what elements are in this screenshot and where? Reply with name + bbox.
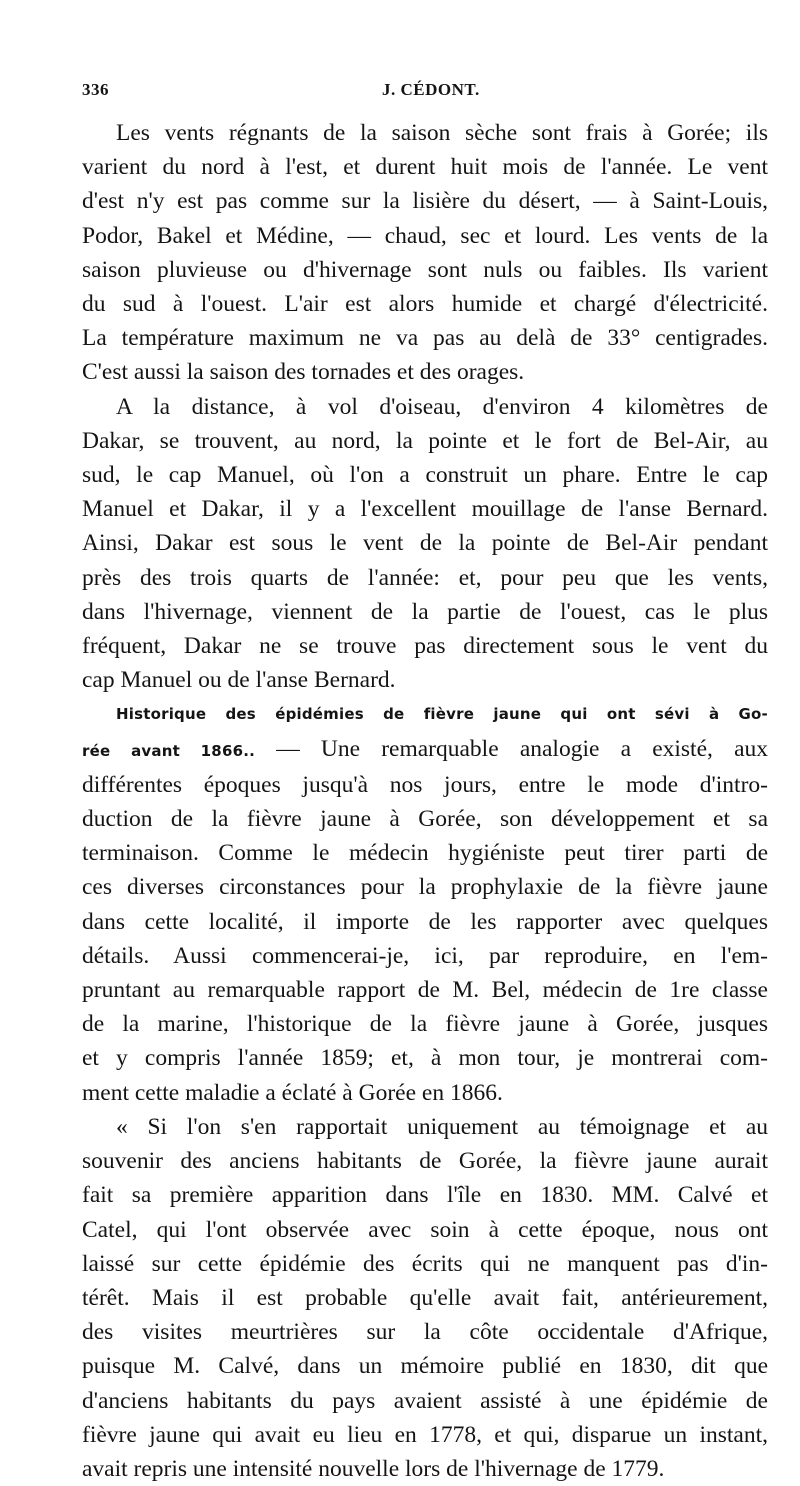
- text-line: dans l'hivernage, viennent de la partie de l'ouest, cas le plus: [82, 598, 768, 625]
- text-line: A la distance, à vol d'oiseau, d'environ 4 kilomètres de: [116, 393, 768, 420]
- text-line: laissé sur cette épidémie des écrits qui ne manquent pas d'in-: [82, 1250, 768, 1277]
- text-line: fréquent, Dakar ne se trouve pas directement sous le vent du: [82, 633, 768, 660]
- running-head: J. CÉDONT.: [382, 80, 480, 99]
- text-line: près des trois quarts de l'année: et, pour peu que les vents,: [82, 564, 768, 591]
- text-line: ces diverses circonstances pour la prophylaxie de la fièvre jaune: [82, 874, 768, 901]
- text-line: cap Manuel ou de l'anse Bernard.: [82, 667, 396, 694]
- text-line: térêt. Mais il est probable qu'elle avait fait, antérieurement,: [82, 1284, 768, 1311]
- text-line: duction de la fièvre jaune à Gorée, son développement et sa: [82, 806, 768, 833]
- text-line: Ainsi, Dakar est sous le vent de la pointe de Bel-Air pendant: [82, 530, 768, 557]
- text-line: de la marine, l'historique de la fièvre jaune à Gorée, jusques: [82, 1011, 768, 1038]
- section-heading-end: rée avant 1866..: [82, 741, 256, 760]
- text-line: Podor, Bakel et Médine, — chaud, sec et lourd. Les vents de la: [82, 222, 768, 249]
- text-line: souvenir des anciens habitants de Gorée, la fièvre jaune aurait: [82, 1148, 768, 1175]
- page-number: 336: [82, 80, 109, 99]
- text-line: fièvre jaune qui avait eu lieu en 1778, et qui, disparue un instant,: [82, 1421, 768, 1448]
- text-line: dans cette localité, il importe de les rapporter avec quelques: [82, 908, 768, 935]
- page-header: [82, 80, 718, 108]
- section-yellow-fever-history: [82, 697, 768, 1109]
- text-line: Les vents régnants de la saison sèche sont frais à Gorée; ils: [116, 120, 768, 146]
- text-line: avait repris une intensité nouvelle lors de l'hivernage de 1779.: [82, 1455, 665, 1482]
- section-heading: Historique des épidémies de fièvre jaune qui ont sévi à Go-: [116, 705, 768, 724]
- text-line: sud, le cap Manuel, où l'on a construit un phare. Entre le cap: [82, 462, 768, 489]
- paragraph-dakar: [82, 390, 768, 698]
- text-line: [82, 732, 768, 768]
- text-line: terminaison. Comme le médecin hygiéniste peut tirer parti de: [82, 840, 768, 867]
- text-line: des visites meurtrières sur la côte occidentale d'Afrique,: [82, 1319, 768, 1346]
- text-line: Catel, qui l'ont observée avec soin à cette époque, nous ont: [82, 1216, 768, 1243]
- text-line: d'est n'y est pas comme sur la lisière du désert, — à Saint-Louis,: [82, 188, 768, 215]
- text-line: d'anciens habitants du pays avaient assisté à une épidémie de: [82, 1387, 768, 1414]
- text-line: du sud à l'ouest. L'air est alors humide et chargé d'électricité.: [82, 291, 768, 318]
- text-line: puisque M. Calvé, dans un mémoire publié en 1830, dit que: [82, 1353, 768, 1380]
- text-line: saison pluvieuse ou d'hivernage sont nuls ou faibles. Ils varient: [82, 256, 768, 283]
- text-line: C'est aussi la saison des tornades et des orages.: [82, 359, 525, 386]
- text-line: Manuel et Dakar, il y a l'excellent mouillage de l'anse Bernard.: [82, 496, 768, 523]
- text-line: Dakar, se trouvent, au nord, la pointe et le fort de Bel-Air, au: [82, 427, 768, 454]
- text-line: La température maximum ne va pas au delà de 33° centigrades.: [82, 325, 768, 352]
- text-run: — Une remarquable analogie a existé, aux: [255, 735, 768, 762]
- text-line: varient du nord à l'est, et durent huit mois de l'année. Le vent: [82, 154, 768, 181]
- quoted-report: [82, 1110, 768, 1486]
- text-line: détails. Aussi commencerai-je, ici, par reproduire, en l'em-: [82, 942, 768, 969]
- text-line: fait sa première apparition dans l'île en 1830. MM. Calvé et: [82, 1182, 768, 1209]
- text-line: ment cette maladie a éclaté à Gorée en 1866.: [82, 1079, 503, 1106]
- text-line: « Si l'on s'en rapportait uniquement au témoignage et au: [116, 1113, 768, 1140]
- text-line: et y compris l'année 1859; et, à mon tour, je montrerai com-: [82, 1045, 768, 1072]
- text-line: différentes époques jusqu'à nos jours, entre le mode d'intro-: [82, 771, 768, 798]
- body-text: [82, 116, 768, 1486]
- paragraph-winds: [82, 116, 768, 390]
- text-line: pruntant au remarquable rapport de M. Bel, médecin de 1re classe: [82, 977, 768, 1004]
